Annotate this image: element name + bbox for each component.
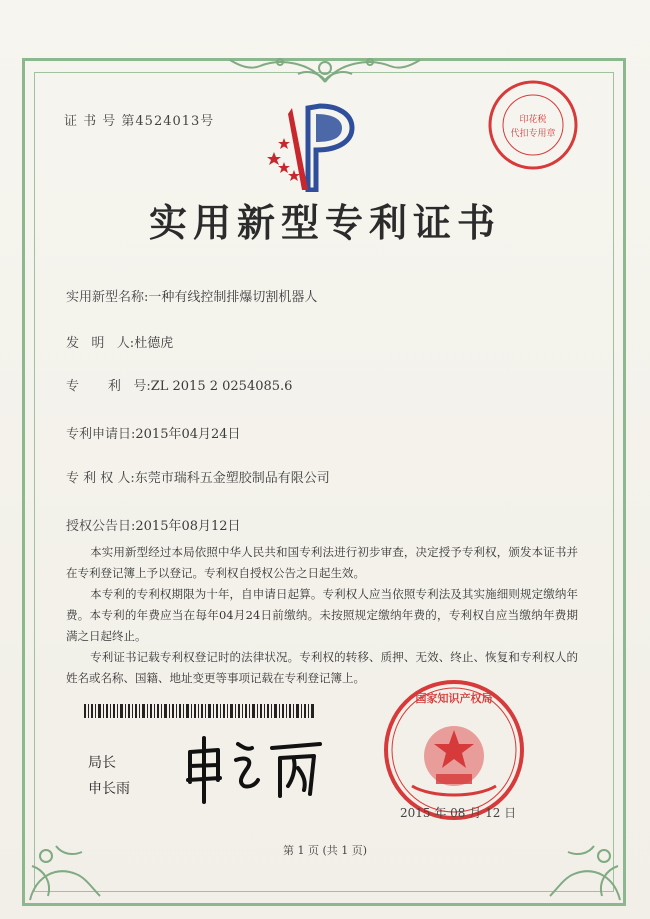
field-utility-model-name [66, 286, 317, 305]
body-paragraph: 本实用新型经过本局依照中华人民共和国专利法进行初步审查，决定授予专利权，颁发本证书并在专利登记簿上予以登记。专利权自授权公告之日起生效。 [66, 545, 578, 580]
body-paragraph: 本专利的专利权期限为十年，自申请日起算。专利权人应当依照专利法及其实施细则规定缴纳年费。本专利的年费应当在每年04月24日前缴纳。未按照规定缴纳年费的，专利权自应当缴纳年费期满之日起终止。 [66, 587, 578, 643]
field-value: ZL 2015 2 0254085.6 [150, 379, 293, 394]
corner-ornament-bottom-right [544, 826, 624, 904]
official-seal [382, 678, 526, 822]
signatory-name: 申长雨 [88, 781, 130, 797]
signatory-title: 局长 [88, 755, 116, 771]
field-label: 专 利 权 人: [66, 471, 135, 486]
field-value: 一种有线控制排爆切割机器人 [148, 290, 318, 305]
certificate-number: 证 书 号 第4524013号 [64, 114, 215, 129]
field-value: 杜德虎 [134, 336, 174, 351]
barcode [84, 704, 316, 718]
field-grant-date [66, 515, 241, 534]
field-patentee [66, 467, 330, 486]
field-label: 专 利 号: [66, 379, 151, 394]
field-inventor [66, 332, 173, 351]
handwritten-signature [180, 730, 330, 806]
certificate-title: 实用新型专利证书 [148, 200, 501, 245]
svg-text:国家知识产权局: 国家知识产权局 [415, 692, 493, 705]
svg-text:印花税: 印花税 [519, 115, 547, 125]
field-patent-number [66, 375, 292, 394]
body-paragraph: 专利证书记载专利权登记时的法律状况。专利权的转移、质押、无效、终止、恢复和专利权人的姓名或名称、国籍、地址变更等事项记载在专利登记簿上。 [66, 650, 578, 685]
field-value: 2015年08月12日 [135, 519, 241, 534]
field-value: 2015年04月24日 [135, 427, 241, 442]
page-number: 第 1 页 (共 1 页) [282, 844, 368, 857]
seal-date: 2015 年 08 月 12 日 [400, 806, 517, 820]
certificate-body [66, 542, 578, 689]
field-label: 实用新型名称: [66, 290, 149, 305]
field-filing-date [66, 423, 241, 442]
field-value: 东莞市瑞科五金塑胶制品有限公司 [134, 471, 330, 486]
field-label: 发 明 人: [66, 336, 135, 351]
field-label: 授权公告日: [66, 519, 136, 534]
tax-stamp-seal [486, 78, 580, 172]
svg-text:代扣专用章: 代扣专用章 [510, 129, 556, 139]
corner-ornament-bottom-left [26, 826, 106, 904]
patent-office-emblem-icon [262, 100, 362, 192]
top-ornament [210, 52, 440, 86]
field-label: 专利申请日: [66, 427, 136, 442]
